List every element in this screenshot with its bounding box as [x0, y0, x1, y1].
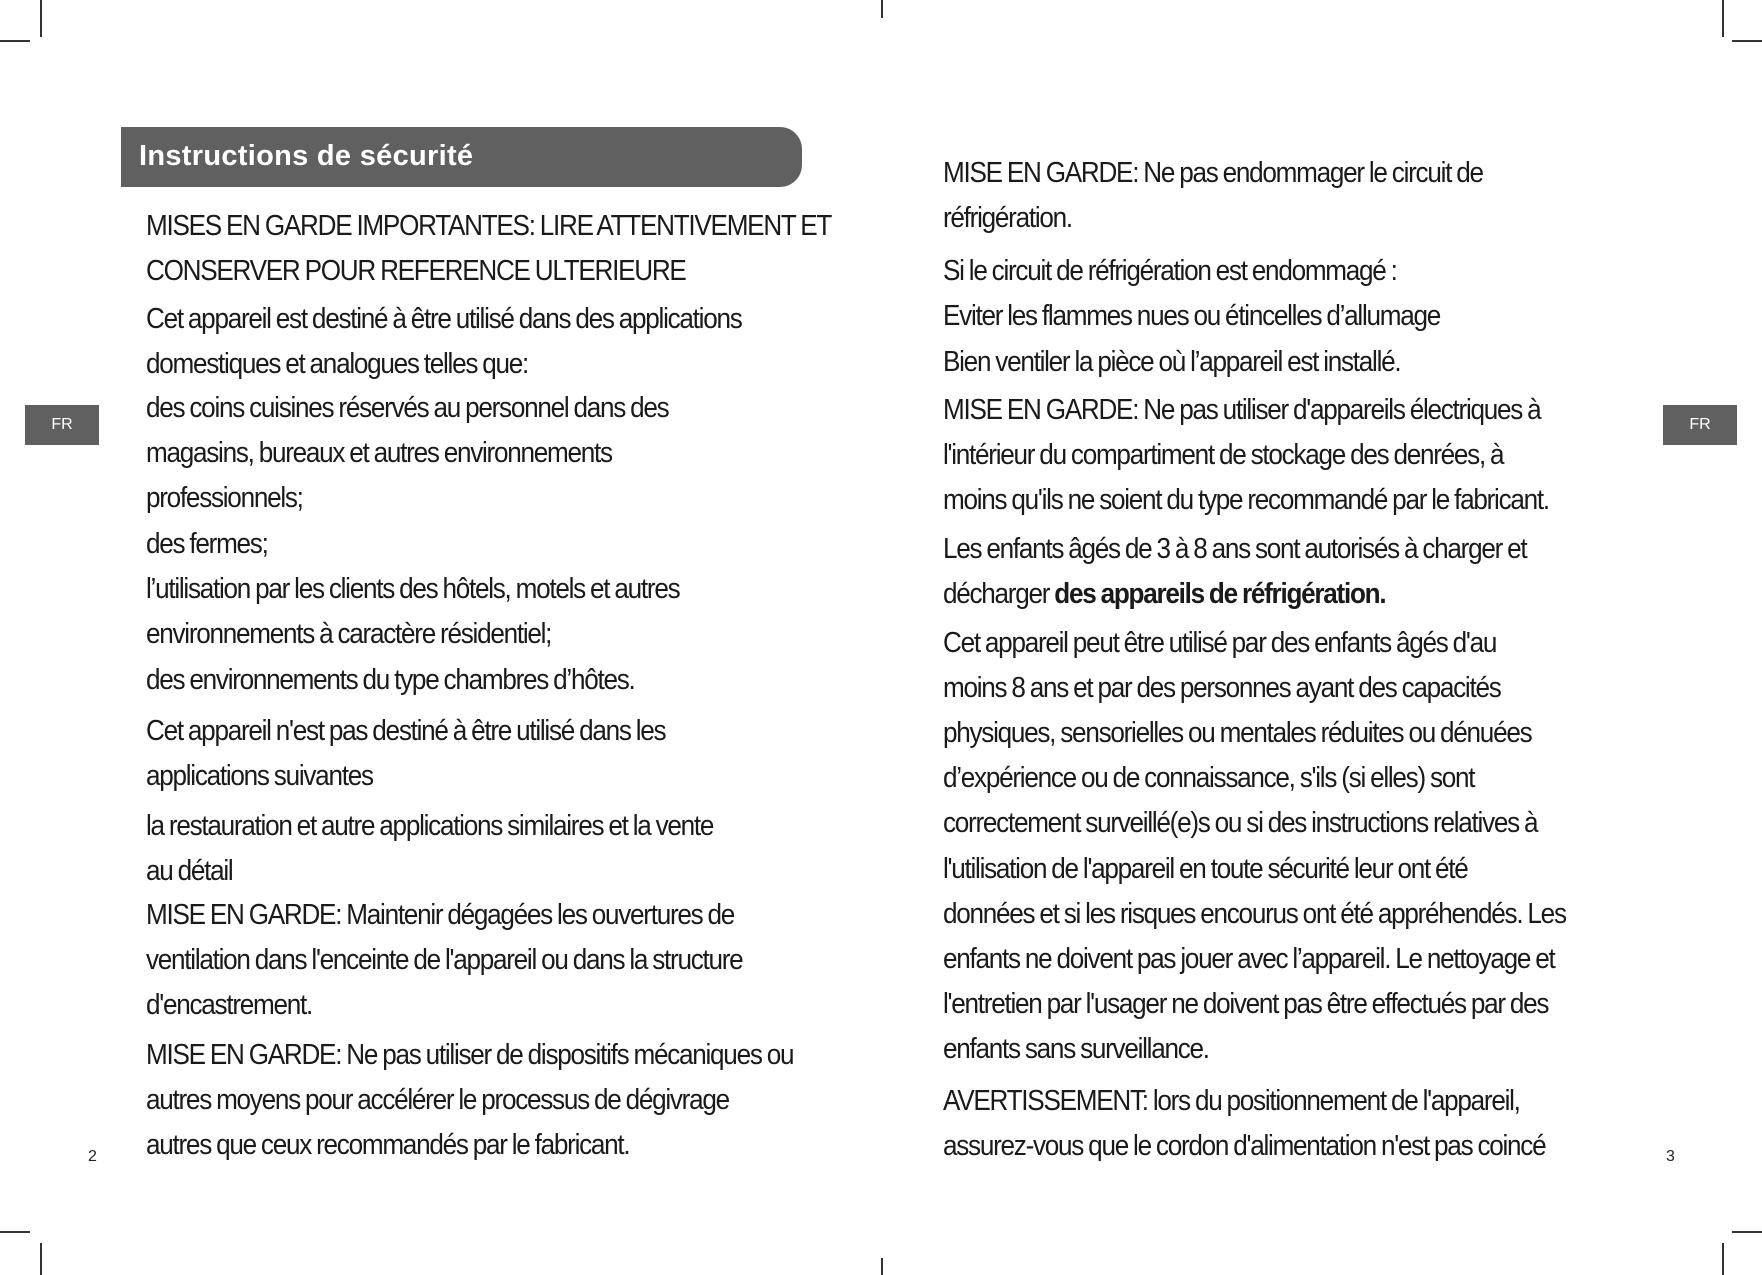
- crop-mark: [40, 1243, 42, 1275]
- text-line: domestiques et analogues telles que:: [146, 348, 528, 380]
- text-line: des fermes;: [146, 528, 268, 560]
- text-line: correctement surveillé(e)s ou si des instructions relatives à: [943, 807, 1538, 839]
- section-header: [121, 127, 802, 187]
- text-line: moins qu'ils ne soient du type recommandé par le fabricant.: [943, 484, 1549, 516]
- text-line: physiques, sensorielles ou mentales réduites ou dénuées: [943, 717, 1532, 749]
- text-line: enfants ne doivent pas jouer avec l’appareil. Le nettoyage et: [943, 943, 1555, 975]
- text-line: d'encastrement.: [146, 989, 312, 1021]
- text-line: Les enfants âgés de 3 à 8 ans sont autorisés à charger et: [943, 533, 1527, 565]
- text-line: assurez-vous que le cordon d'alimentation n'est pas coincé: [943, 1130, 1546, 1162]
- text-line: MISE EN GARDE: Ne pas utiliser d'appareils électriques à: [943, 394, 1541, 426]
- text-normal: décharger: [943, 578, 1055, 610]
- crop-mark: [1732, 40, 1762, 42]
- text-line: des environnements du type chambres d’hôtes.: [146, 664, 635, 696]
- text-line: MISES EN GARDE IMPORTANTES: LIRE ATTENTIVEMENT ET: [146, 210, 832, 242]
- crop-mark: [0, 40, 30, 42]
- text-line: ventilation dans l'enceinte de l'appareil ou dans la structure: [146, 944, 743, 976]
- text-line: autres que ceux recommandés par le fabricant.: [146, 1129, 630, 1161]
- text-line: AVERTISSEMENT: lors du positionnement de l'appareil,: [943, 1085, 1520, 1117]
- text-line: enfants sans surveillance.: [943, 1033, 1209, 1065]
- text-line: MISE EN GARDE: Ne pas utiliser de dispositifs mécaniques ou: [146, 1039, 794, 1071]
- language-tab-right: FR: [1663, 405, 1737, 445]
- crop-mark: [1722, 1243, 1724, 1275]
- text-line: environnements à caractère résidentiel;: [146, 618, 552, 650]
- text-line: autres moyens pour accélérer le processus de dégivrage: [146, 1084, 729, 1116]
- text-line: données et si les risques encourus ont été appréhendés. Les: [943, 898, 1566, 930]
- crop-mark: [1732, 1231, 1762, 1233]
- crop-mark: [881, 0, 883, 18]
- text-line: Bien ventiler la pièce où l’appareil est installé.: [943, 346, 1401, 378]
- page-number-right: 3: [1666, 1148, 1675, 1165]
- section-title: Instructions de sécurité: [139, 140, 474, 172]
- crop-mark: [40, 0, 42, 37]
- text-line: des coins cuisines réservés au personnel dans des: [146, 392, 669, 424]
- text-line: au détail: [146, 855, 233, 887]
- text-line: Eviter les flammes nues ou étincelles d’allumage: [943, 300, 1440, 332]
- crop-mark: [1722, 0, 1724, 37]
- crop-mark: [0, 1231, 30, 1233]
- text-line: l'entretien par l'usager ne doivent pas être effectués par des: [943, 988, 1549, 1020]
- text-bold: des appareils de réfrigération.: [1054, 578, 1386, 610]
- text-line: Cet appareil peut être utilisé par des enfants âgés d'au: [943, 627, 1497, 659]
- text-line: Cet appareil n'est pas destiné à être utilisé dans les: [146, 715, 666, 747]
- text-line: réfrigération.: [943, 202, 1072, 234]
- text-line: l'utilisation de l'appareil en toute sécurité leur ont été: [943, 853, 1468, 885]
- text-line: la restauration et autre applications similaires et la vente: [146, 810, 714, 842]
- text-line: applications suivantes: [146, 760, 373, 792]
- text-line: MISE EN GARDE: Ne pas endommager le circuit de: [943, 157, 1483, 189]
- text-line: l'intérieur du compartiment de stockage des denrées, à: [943, 439, 1504, 471]
- text-line: moins 8 ans et par des personnes ayant des capacités: [943, 672, 1501, 704]
- text-line: CONSERVER POUR REFERENCE ULTERIEURE: [146, 255, 686, 287]
- text-line: professionnels;: [146, 482, 303, 514]
- text-line: Cet appareil est destiné à être utilisé dans des applications: [146, 303, 742, 335]
- text-line: l’utilisation par les clients des hôtels, motels et autres: [146, 573, 680, 605]
- text-line: d’expérience ou de connaissance, s'ils (si elles) sont: [943, 762, 1475, 794]
- text-line: magasins, bureaux et autres environnements: [146, 437, 612, 469]
- text-line: MISE EN GARDE: Maintenir dégagées les ouvertures de: [146, 899, 735, 931]
- text-line-mixed: [943, 578, 1385, 611]
- page-number-left: 2: [88, 1148, 97, 1165]
- crop-mark: [881, 1258, 883, 1275]
- text-line: Si le circuit de réfrigération est endommagé :: [943, 255, 1397, 287]
- language-tab-left: FR: [25, 405, 99, 445]
